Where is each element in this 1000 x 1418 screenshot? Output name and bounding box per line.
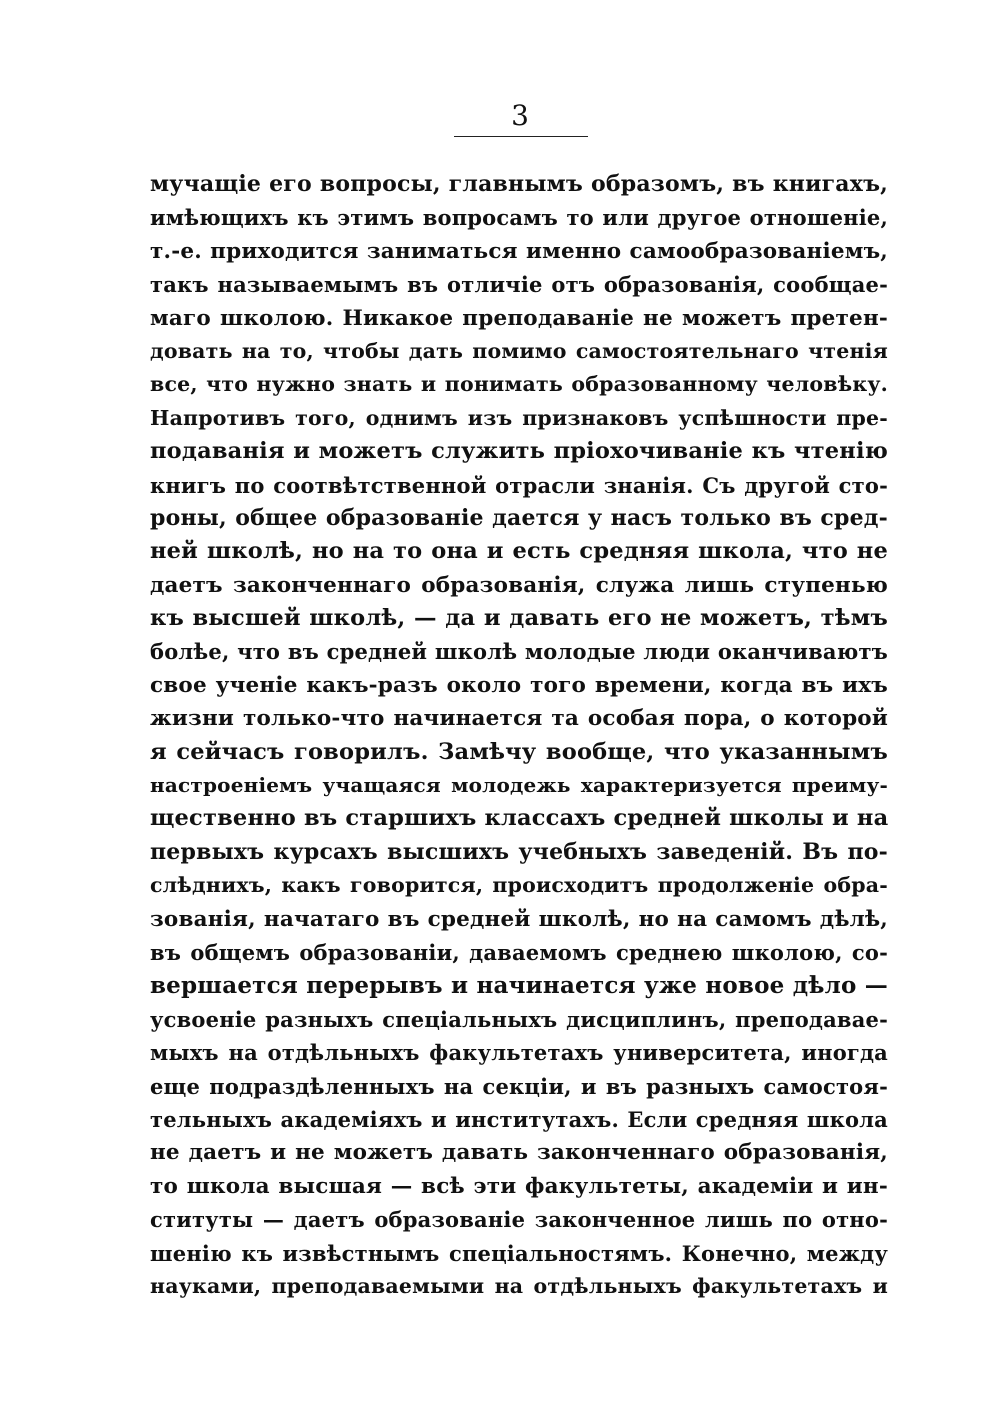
text-line: науками, преподаваемыми на отдѣльныхъ факультетахъ и: [150, 1273, 888, 1298]
header-rule: [454, 136, 588, 137]
page-number: 3: [511, 99, 529, 132]
text-line: то школа высшая — всѣ эти факультеты, академіи и ин-: [150, 1173, 888, 1199]
text-line: Напротивъ того, однимъ изъ признаковъ успѣшности пре-: [150, 405, 888, 430]
text-line: все, что нужно знать и понимать образованному человѣку.: [150, 372, 888, 397]
text-line: тельныхъ академіяхъ и институтахъ. Если средняя школа: [150, 1106, 888, 1132]
text-line: не даетъ и не можетъ давать законченнаго образованія,: [150, 1140, 888, 1166]
text-line: мыхъ на отдѣльныхъ факультетахъ университета, иногда: [150, 1040, 888, 1066]
text-line: болѣе, что въ средней школѣ молодые люди оканчиваютъ: [150, 639, 888, 665]
text-line: щественно въ старшихъ классахъ средней школы и на: [150, 805, 888, 832]
text-line: шенію къ извѣстнымъ спеціальностямъ. Конечно, между: [150, 1240, 888, 1266]
text-line: настроеніемъ учащаяся молодежь характеризуется преиму-: [150, 773, 888, 798]
text-line: свое ученіе какъ-разъ около того времени, когда въ ихъ: [150, 672, 888, 698]
text-line: довать на то, чтобы дать помимо самостоятельнаго чтенія: [150, 338, 888, 363]
text-line: мучащіе его вопросы, главнымъ образомъ, въ книгахъ,: [150, 171, 888, 197]
text-line: т.-е. приходится заниматься именно самообразованіемъ,: [150, 238, 888, 264]
text-line: жизни только-что начинается та особая пора, о которой: [150, 706, 888, 732]
text-line: усвоеніе разныхъ спеціальныхъ дисциплинъ, преподавае-: [150, 1006, 888, 1032]
text-line: имѣющихъ къ этимъ вопросамъ то или другое отношеніе,: [150, 205, 888, 231]
text-line: вершается перерывъ и начинается уже новое дѣло —: [150, 972, 888, 1000]
text-line: я сейчасъ говорилъ. Замѣчу вообще, что указаннымъ: [150, 738, 888, 765]
text-line: маго школою. Никакое преподаваніе не можетъ претен-: [150, 305, 888, 331]
text-line: зованія, начатаго въ средней школѣ, но на самомъ дѣлѣ,: [150, 906, 888, 932]
text-line: книгъ по соотвѣтственной отрасли знанія. Съ другой сто-: [150, 472, 888, 498]
text-line: еще подраздѣленныхъ на секціи, и въ разныхъ самостоя-: [150, 1073, 888, 1099]
text-line: ституты — даетъ образованіе законченное лишь по отно-: [150, 1207, 888, 1233]
text-line: такъ называемымъ въ отличіе отъ образованія, сообщае-: [150, 272, 888, 298]
text-line: къ высшей школѣ, — да и давать его не можетъ, тѣмъ: [150, 605, 888, 632]
text-line: роны, общее образованіе дается у насъ только въ сред-: [150, 504, 888, 531]
text-line: первыхъ курсахъ высшихъ учебныхъ заведеній. Въ по-: [150, 838, 888, 865]
text-line: даетъ законченнаго образованія, служа лишь ступенью: [150, 572, 888, 598]
text-line: слѣднихъ, какъ говорится, происходитъ продолженіе обра-: [150, 873, 888, 898]
body-text: [150, 168, 888, 1303]
text-line: ней школѣ, но на то она и есть средняя школа, что не: [150, 538, 888, 565]
text-line: подаванія и можетъ служить пріохочиваніе къ чтенію: [150, 438, 888, 465]
text-line: въ общемъ образованіи, даваемомъ среднею школою, со-: [150, 939, 888, 965]
